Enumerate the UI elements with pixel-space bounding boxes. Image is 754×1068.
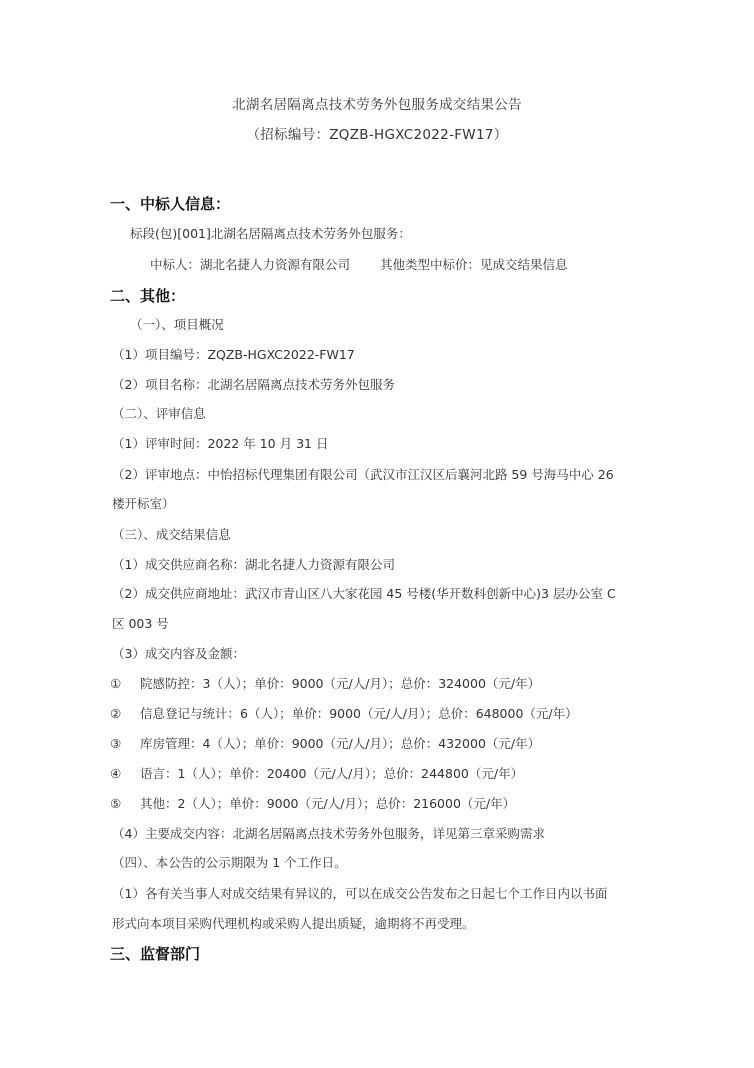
item-number: ③ [110, 736, 122, 751]
main-content: （4）主要成交内容：北湖名居隔离点技术劳务外包服务，详见第三章采购需求 [112, 826, 545, 841]
section-winner-heading: 一、中标人信息： [110, 195, 231, 213]
item-text: 语言：1（人）；单价：20400（元/人/月）；总价：244800（元/年） [140, 766, 524, 781]
review-heading: （二）、评审信息 [112, 406, 206, 421]
item-text: 库房管理：4（人）；单价：9000（元/人/月）；总价：432000（元/年） [140, 736, 541, 751]
winner-info-line [150, 255, 568, 273]
winner-name: 中标人：湖北名捷人力资源有限公司 [150, 257, 351, 272]
list-item [110, 674, 540, 692]
item-number: ① [110, 676, 122, 691]
lot-line: 标段(包)[001]北湖名居隔离点技术劳务外包服务： [130, 226, 411, 241]
list-item [110, 704, 578, 722]
section-supervision-heading: 三、监督部门 [110, 945, 201, 963]
list-item [110, 794, 515, 812]
item-text: 信息登记与统计：6（人）；单价：9000（元/人/月）；总价：648000（元/年） [140, 706, 578, 721]
document-title: 北湖名居隔离点技术劳务外包服务成交结果公告 [232, 97, 522, 113]
review-time: （1）评审时间：2022 年 10 月 31 日 [112, 436, 329, 451]
supplier-name: （1）成交供应商名称：湖北名捷人力资源有限公司 [112, 557, 395, 572]
section-other-heading: 二、其他： [110, 287, 186, 305]
review-place-line-2: 楼开标室） [112, 496, 175, 511]
tender-number: （招标编号：ZQZB-HGXC2022-FW17） [246, 127, 508, 143]
result-heading: （三）、成交结果信息 [112, 527, 231, 542]
winner-price: 其他类型中标价：见成交结果信息 [380, 257, 568, 272]
notice-period: （四）、本公告的公示期限为 1 个工作日。 [112, 855, 347, 870]
list-item [110, 734, 540, 752]
supplier-address-line-1: （2）成交供应商地址：武汉市青山区八大家花园 45 号楼(华开数科创新中心)3 层办公室 C [112, 586, 616, 601]
project-number: （1）项目编号：ZQZB-HGXC2022-FW17 [112, 347, 355, 362]
objection-line-1: （1）各有关当事人对成交结果有异议的，可以在成交公告发布之日起七个工作日内以书面 [112, 886, 608, 901]
item-text: 其他：2（人）；单价：9000（元/人/月）；总价：216000（元/年） [140, 796, 516, 811]
item-number: ⑤ [110, 796, 122, 811]
objection-line-2: 形式向本项目采购代理机构或采购人提出质疑，逾期将不再受理。 [112, 916, 475, 931]
list-item [110, 764, 523, 782]
item-number: ④ [110, 766, 122, 781]
supplier-address-line-2: 区 003 号 [112, 616, 169, 631]
content-heading: （3）成交内容及金额： [112, 646, 245, 661]
item-number: ② [110, 706, 122, 721]
review-place-line-1: （2）评审地点：中怡招标代理集团有限公司（武汉市江汉区后襄河北路 59 号海马中心 26 [112, 467, 614, 482]
overview-heading: （一）、项目概况 [130, 317, 224, 332]
project-name: （2）项目名称：北湖名居隔离点技术劳务外包服务 [112, 377, 395, 392]
item-text: 院感防控：3（人）；单价：9000（元/人/月）；总价：324000（元/年） [140, 676, 541, 691]
